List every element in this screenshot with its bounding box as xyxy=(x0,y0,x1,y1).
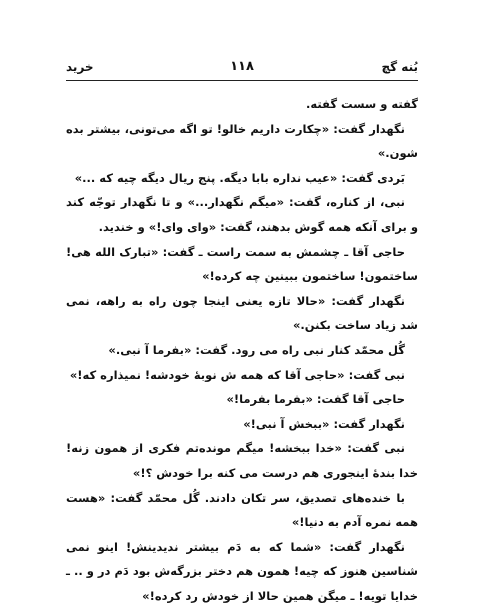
paragraph: گُل محمّد کنار نبی راه می رود. گفت: «بفرما آ نبی.» xyxy=(108,342,405,357)
paragraph: حاجی آقا گفت: «بفرما بفرما!» xyxy=(226,392,405,407)
paragraph: نگهدار گفت: «شما که به دَم بیشتر ندیدینش! اینو نمی شناسین هنوز که چیه! همون هم دختر بزرگه‌ش بود دَم در و .. ـ خدایا تویه! ـ میگن همین حالا از خودش رد کرده!» xyxy=(66,539,418,603)
paragraph: نگهدار گفت: «حالا تازه یعنی اینجا چون راه به راهه، نمی شد زیاد ساخت بکنن.» xyxy=(66,293,418,333)
page-body-text xyxy=(66,92,418,608)
paragraph: گفته و سست گفته. xyxy=(306,97,418,111)
paragraph: حاجی آقا ـ چشمش به سمت راست ـ گفت: «تبارک الله هی! ساختمون! ساختمون ببینین چه کرده!» xyxy=(66,244,418,284)
paragraph: با خنده‌های تصدیق، سر تکان دادند. گُل محمّد گفت: «هست همه نمره آدم به دنیا!» xyxy=(66,490,418,530)
paragraph: نگهدار گفت: «ببخش آ نبی!» xyxy=(243,416,405,431)
page-number: ۱۱۸ xyxy=(230,59,254,74)
paragraph: نبی گفت: «خدا ببخشه! میگم مونده‌تم فکری از همون زنه! خدا بندهٔ اینجوری هم درست می کنه برا خودش ؟!» xyxy=(66,441,418,480)
paragraph: نبی گفت: «حاجی آقا که همه ش نوبهٔ خودشه! نمیذاره که!» xyxy=(69,367,405,382)
paragraph: نگهدار گفت: «چکارت داریم خالو! تو اگه می‌تونی، بیشتر بده شون.» xyxy=(66,121,418,161)
book-title: بُنه گچ xyxy=(381,60,418,74)
running-header xyxy=(66,60,418,80)
header-rule xyxy=(66,80,418,81)
paragraph: نبی، از کناره، گفت: «میگم نگهدار...» و تا نگهدار توجّه کند و برای آنکه همه گوش بدهند، گفت: «وای وای!» و خندید. xyxy=(66,195,418,234)
chapter-title: خرید xyxy=(66,60,94,74)
paragraph: بَردی گفت: «عیب نداره بابا دیگه. پنج ریال دیگه چیه که ...» xyxy=(74,170,405,185)
